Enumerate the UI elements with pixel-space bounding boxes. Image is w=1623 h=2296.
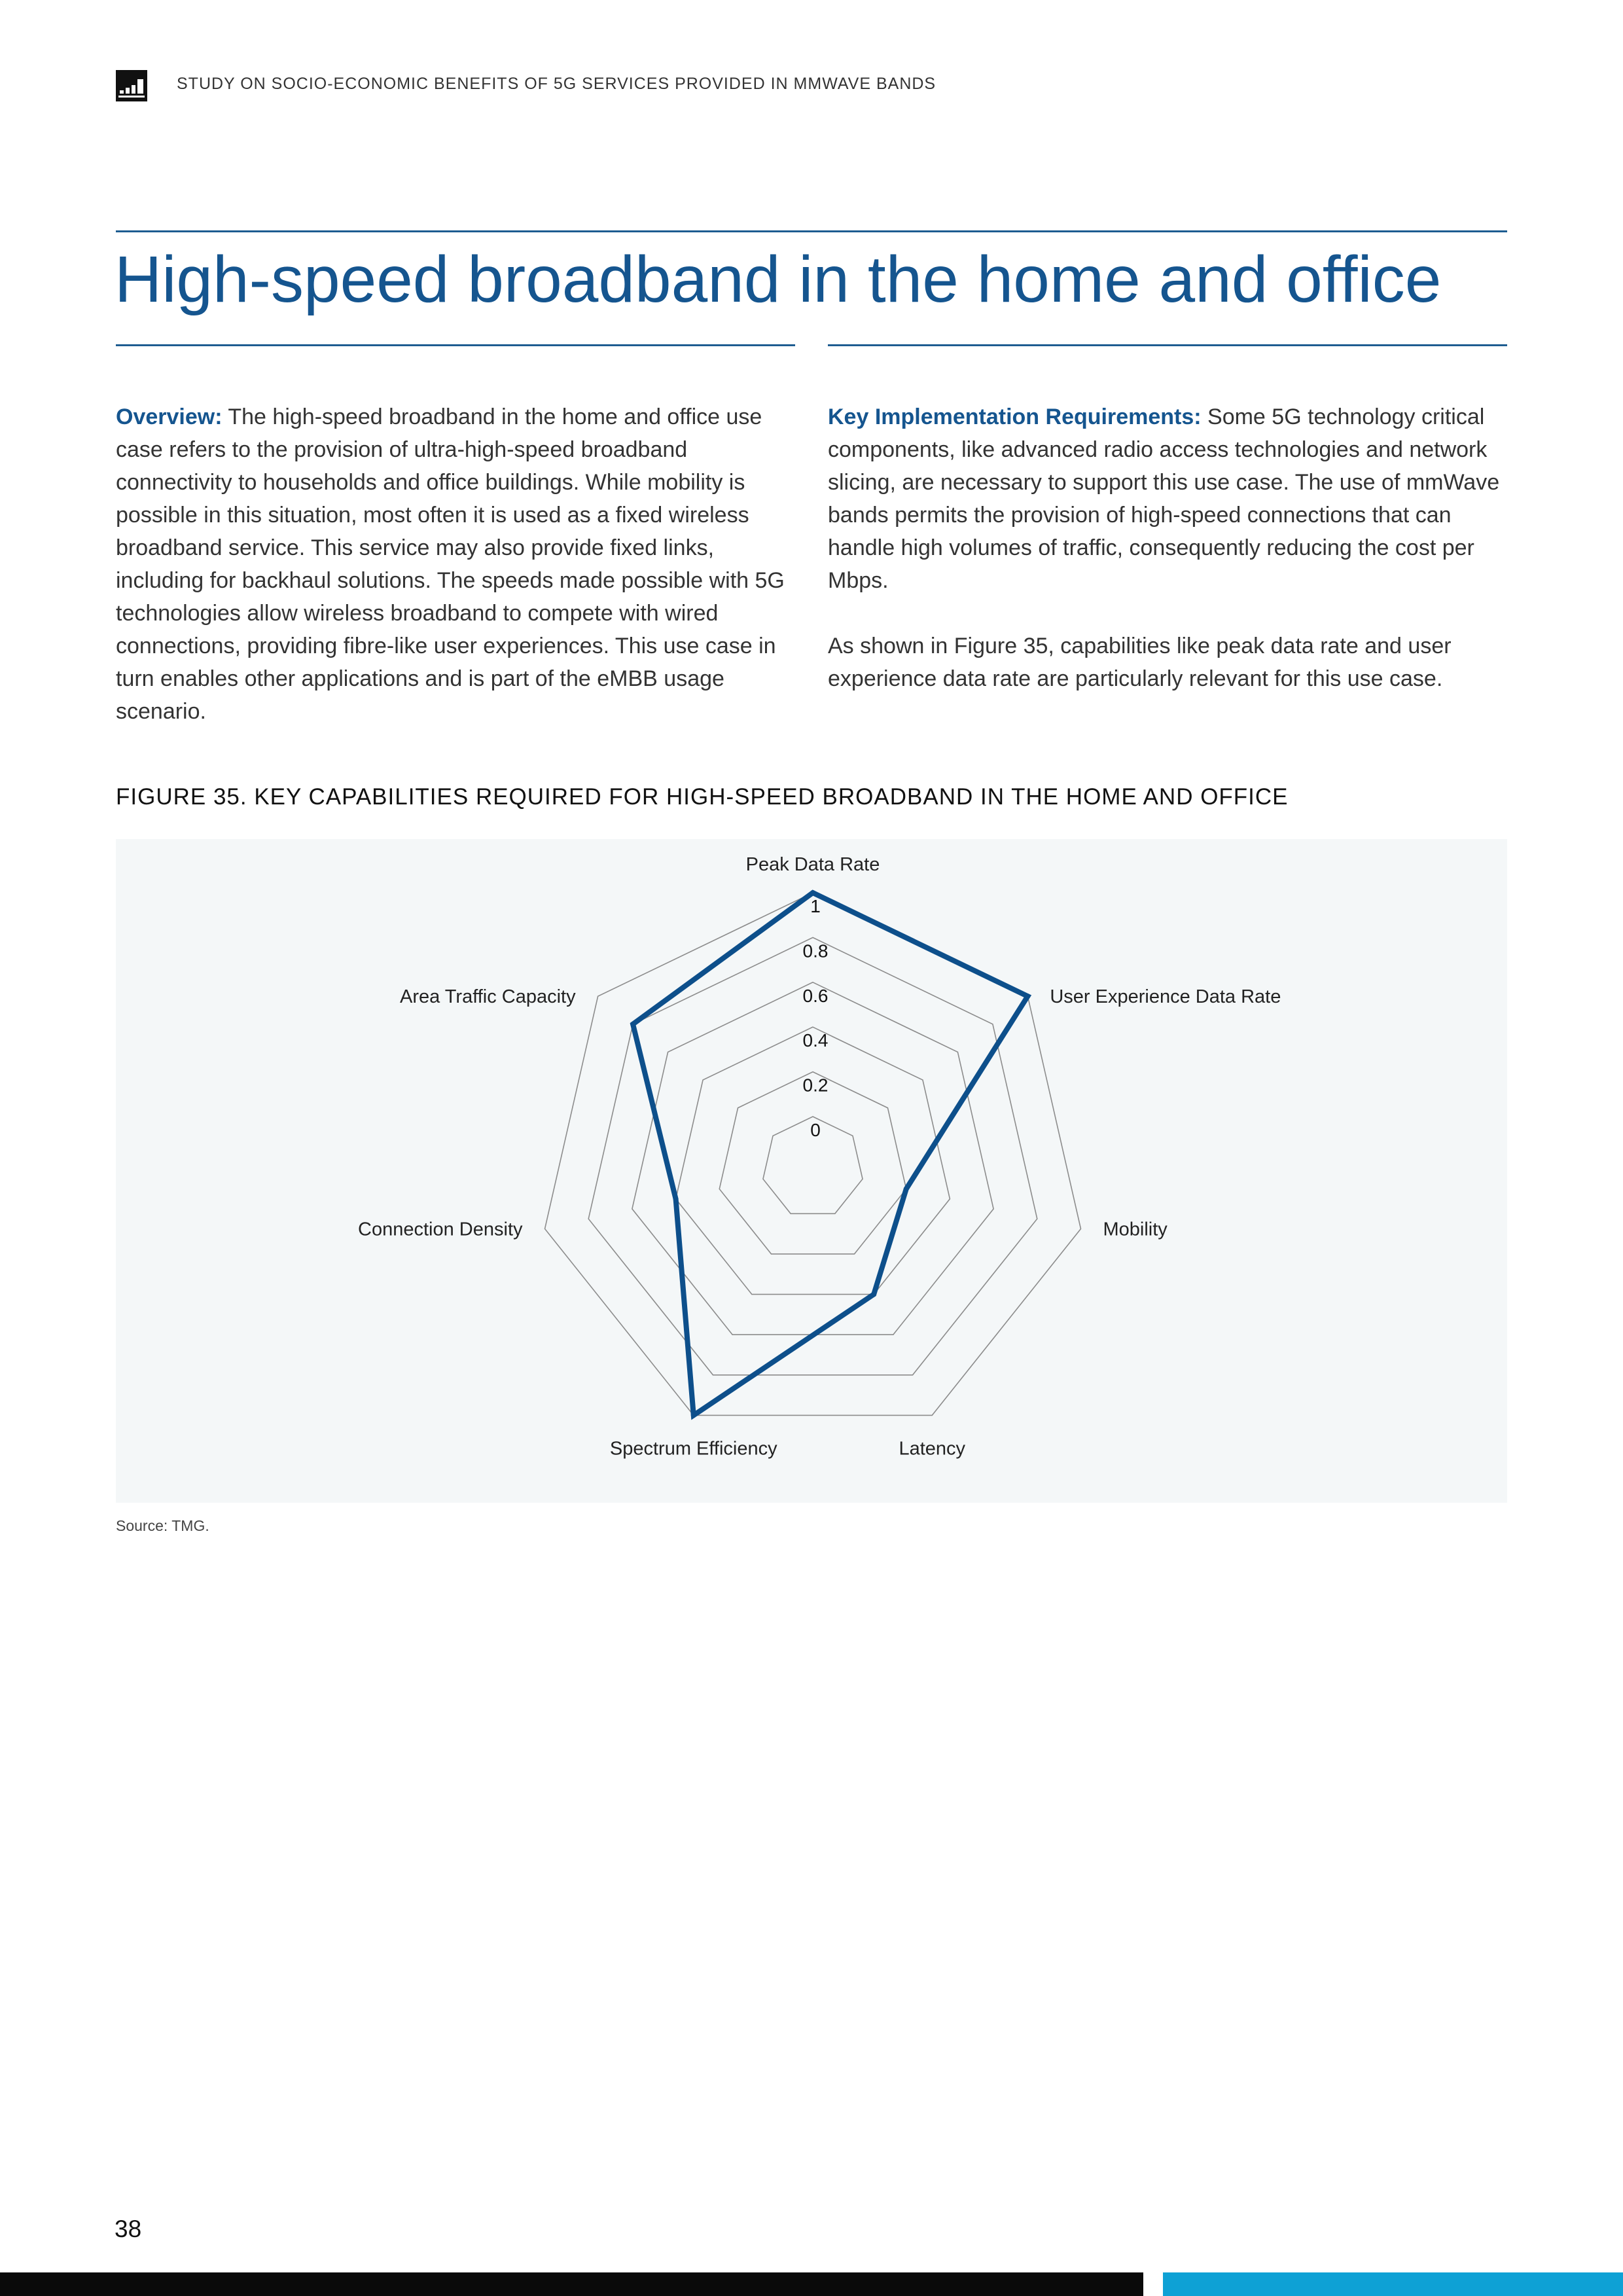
radar-series-line <box>633 893 1027 1415</box>
title-bottom-rule-right <box>828 344 1507 346</box>
page-title: High-speed broadband in the home and office <box>115 243 1442 316</box>
radar-chart <box>116 839 1507 1503</box>
radar-data-point <box>673 1196 679 1202</box>
footer-bar-black <box>0 2272 1143 2296</box>
radar-axis-label: Area Traffic Capacity <box>399 986 576 1008</box>
radar-tick-label: 0.8 <box>802 941 829 961</box>
footer-bar-blue <box>1163 2272 1623 2296</box>
radar-axis-label: Connection Density <box>358 1219 523 1240</box>
overview-text: The high-speed broadband in the home and office use case refers to the provision of ultra-high-speed broadband connectivity to households and office buildings. While mobility is possible in this situation, most often it is used as a fixed wireless broadband service. This service may also provide fixed links, including for backhaul solutions. The speeds made possible with 5G technologies allow wireless broadband to compete with wired connections, providing fibre-like user experiences. This use case in turn enables other applications and is part of the eMBB usage scenario. <box>116 404 785 724</box>
radar-data-point <box>691 1412 696 1418</box>
radar-axis-label: Latency <box>899 1438 966 1460</box>
radar-tick-label: 0.4 <box>802 1030 829 1051</box>
title-bottom-rule-left <box>116 344 795 346</box>
page-number: 38 <box>115 2215 142 2242</box>
figure-caption: FIGURE 35. KEY CAPABILITIES REQUIRED FOR HIGH-SPEED BROADBAND IN THE HOME AND OFFICE <box>116 784 1289 810</box>
radar-axis-label: User Experience Data Rate <box>1050 986 1281 1008</box>
radar-data-point <box>810 890 815 895</box>
radar-data-point <box>630 1022 635 1027</box>
requirements-paragraph <box>828 401 1508 597</box>
radar-axis-label: Mobility <box>1103 1219 1168 1240</box>
radar-tick-label: 1 <box>810 896 821 916</box>
radar-tick-label: 0 <box>810 1120 821 1140</box>
overview-paragraph <box>116 401 796 728</box>
radar-data-point <box>1025 994 1030 999</box>
figure-source: Source: TMG. <box>116 1517 209 1534</box>
radar-data-point <box>904 1187 909 1192</box>
radar-axis-label: Peak Data Rate <box>745 854 880 875</box>
radar-axis-label: Spectrum Efficiency <box>609 1438 777 1460</box>
radar-chart-panel <box>116 839 1507 1503</box>
radar-grid-ring <box>719 1072 906 1254</box>
radar-tick-label: 0.2 <box>802 1075 829 1096</box>
running-header: STUDY ON SOCIO-ECONOMIC BENEFITS OF 5G SERVICES PROVIDED IN MMWAVE BANDS <box>177 75 936 93</box>
title-top-rule <box>116 230 1507 232</box>
radar-data-point <box>871 1292 876 1297</box>
figure-reference-paragraph: As shown in Figure 35, capabilities like peak data rate and user experience data rate are particularly relevant for this use case. <box>828 634 1452 691</box>
overview-column <box>116 401 796 728</box>
requirements-lead: Key Implementation Requirements: <box>828 404 1202 429</box>
requirements-text: Some 5G technology critical components, like advanced radio access technologies and network slicing, are necessary to support this use case. The use of mmWave bands permits the provision of high-speed connections that can handle high volumes of traffic, consequently reducing the cost per Mbps. <box>828 404 1500 593</box>
publisher-logo <box>116 70 147 101</box>
overview-lead: Overview: <box>116 404 223 429</box>
requirements-column <box>828 401 1508 695</box>
radar-tick-label: 0.6 <box>802 985 829 1006</box>
